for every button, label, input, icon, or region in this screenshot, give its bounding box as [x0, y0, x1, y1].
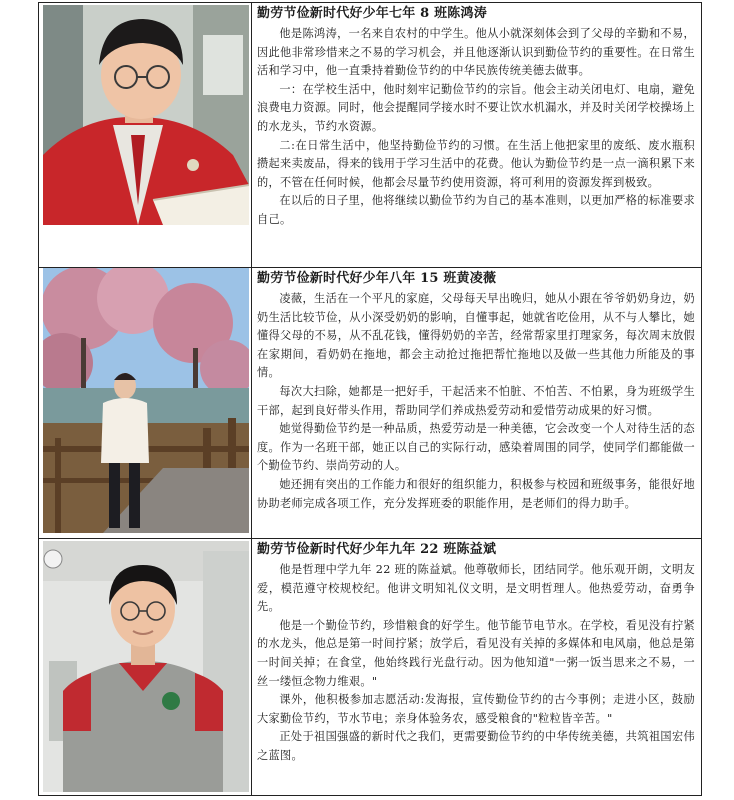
student-paragraph: 一：在学校生活中，他时刻牢记勤俭节约的宗旨。他会主动关闭电灯、电扇，避免浪费电力资源。同时，他会提醒同学接水时不要让饮水机漏水，并及时关闭学校操场上的水龙头，节约水资源。 [257, 82, 695, 133]
student-paragraph: 正处于祖国强盛的新时代之我们，更需要勤俭节约的中华传统美德，共筑祖国宏伟之蓝图。 [257, 730, 695, 762]
student-text [253, 268, 701, 538]
student-paragraph: 凌薇，生活在一个平凡的家庭，父母每天早出晚归，她从小跟在爷爷奶奶身边，奶奶生活比较节俭，从小深受奶奶的影响，自懂事起，她就省吃俭用，从不与人攀比，她懂得父母的不易，从不乱花钱，懂得奶奶的辛苦，经常帮家里打理家务，每次周末放假在家期间，看奶奶在拖地，都会主动抢过拖把帮忙拖地以及做一些其他力所能及的事情。 [257, 292, 695, 380]
student-text [253, 539, 701, 795]
photo-cell [39, 539, 252, 795]
photo-cell [39, 268, 252, 538]
student-paragraph: 她觉得勤俭节约是一种品质，热爱劳动是一种美德，它会改变一个人对待生活的态度。作为一名班干部，她正以自己的实际行动，感染着周围的同学，使同学们都能做一个勤俭节约、崇尚劳动的人。 [257, 422, 695, 473]
student-paragraph: 在以后的日子里，他将继续以勤俭节约为自己的基本准则，以更加严格的标准要求自己。 [257, 194, 695, 226]
student-text [253, 3, 701, 267]
student-paragraph: 她还拥有突出的工作能力和很好的组织能力，积极参与校园和班级事务，能很好地协助老师完成各项工作，充分发挥班委的职能作用，是老师们的得力助手。 [257, 477, 695, 510]
student-paragraph: 他是哲理中学九年 22 班的陈益斌。他尊敬师长，团结同学。他乐观开朗，文明友爱，模范遵守校规校纪。他讲文明知礼仪文明，是文明哲理人。他热爱劳动，奋勇争先。 [257, 563, 695, 614]
student-paragraph: 每次大扫除，她都是一把好手，干起活来不怕脏、不怕苦、不怕累，身为班级学生干部，起到良好带头作用，帮助同学们养成热爱劳动和爱惜劳动成果的好习惯。 [257, 384, 695, 417]
student-paragraph: 课外，他积极参加志愿活动:发海报，宣传勤俭节约的古今事例；走进小区，鼓励大家勤俭节约，节水节电；亲身体验务农，感受粮食的"粒粒皆辛苦。" [257, 693, 695, 725]
student-row [39, 539, 701, 795]
student-title: 勤劳节俭新时代好少年九年 22 班陈益斌 [257, 542, 497, 557]
student-photo [43, 5, 249, 225]
student-paragraph: 他是一个勤俭节约，珍惜粮食的好学生。他节能节电节水。在学校，看见没有拧紧的水龙头，他总是第一时间拧紧；放学后，看见没有关掉的多媒体和电风扇，他总是第一时间关掉；在食堂，他始终践行光盘行动。因为他知道"一粥一饭当思来之不易，一丝一缕恒念物力维艰。" [257, 618, 695, 688]
photo-cell [39, 3, 252, 267]
student-paragraph: 二:在日常生活中，他坚持勤俭节约的习惯。在生活上他把家里的废纸、废水瓶积攒起来卖废品，得来的钱用于学习生活中的花费。他认为勤俭节约是一点一滴积累下来的，不管在任何时候，他都会尽量节约使用资源，将可利用的资源发挥到极致。 [257, 138, 695, 189]
student-table [38, 2, 702, 796]
student-photo [43, 541, 249, 792]
student-title: 勤劳节俭新时代好少年八年 15 班黄凌薇 [257, 271, 497, 286]
student-row [39, 268, 701, 539]
student-row [39, 3, 701, 268]
student-photo [43, 268, 249, 533]
student-title: 勤劳节俭新时代好少年七年 8 班陈鸿涛 [257, 6, 487, 21]
student-paragraph: 他是陈鸿涛，一名来自农村的中学生。他从小就深刻体会到了父母的辛勤和不易，因此他非常珍惜来之不易的学习机会，并且他逐渐认识到勤俭节约的重要性。在日常生活和学习中，他一直秉持着勤俭节约的中华民族传统美德去做事。 [257, 27, 695, 78]
